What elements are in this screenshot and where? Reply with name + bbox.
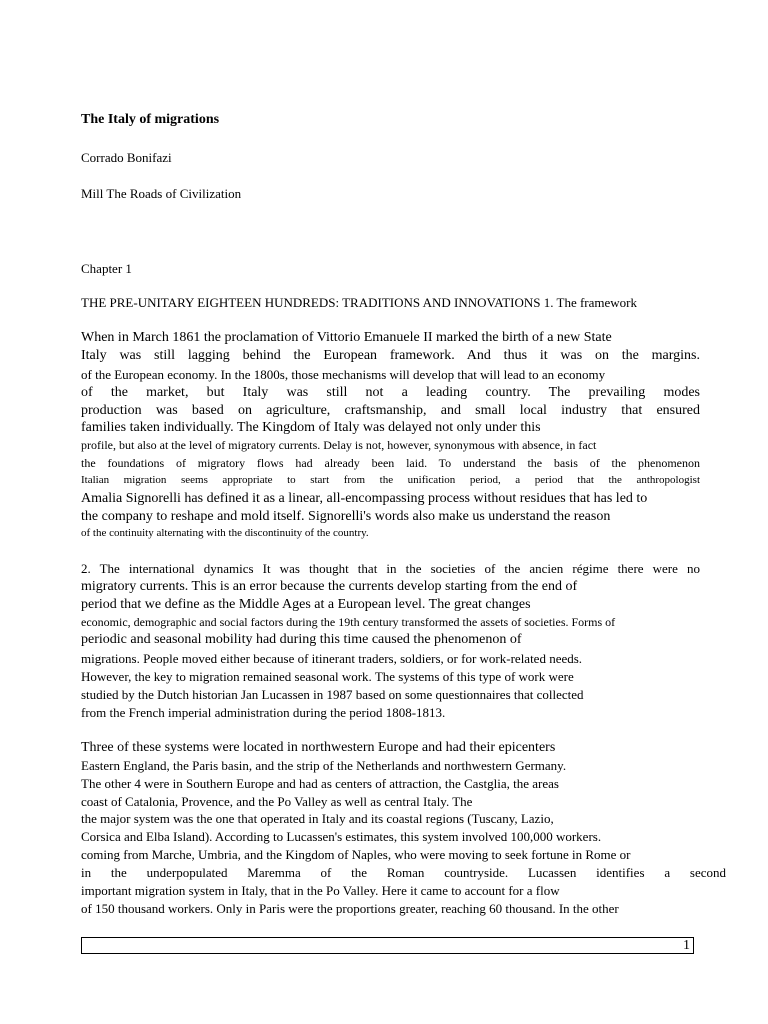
paragraph-line: 2. The international dynamics It was thought that in the societies of the ancien régime there were no	[81, 561, 700, 576]
paragraph-line: Three of these systems were located in northwestern Europe and had their epicenters	[81, 740, 556, 755]
page-number: 1	[683, 938, 690, 953]
paragraph-line: of the European economy. In the 1800s, those mechanisms will develop that will lead to an economy	[81, 367, 606, 382]
paragraph-line: the company to reshape and mold itself. Signorelli's words also make us understand the reason	[81, 509, 611, 524]
paragraph-line: important migration system in Italy, that in the Po Valley. Here it came to account for a flow	[81, 883, 560, 898]
paragraph-line: Corsica and Elba Island). According to Lucassen's estimates, this system involved 100,000 workers.	[81, 829, 602, 844]
paragraph-line: When in March 1861 the proclamation of Vittorio Emanuele II marked the birth of a new State	[81, 330, 612, 345]
paragraph-line: Italian migration seems appropriate to start from the unification period, a period that the anthropologist	[81, 474, 700, 486]
paragraph-line: period that we define as the Middle Ages at a European level. The great changes	[81, 597, 531, 612]
chapter-heading: THE PRE-UNITARY EIGHTEEN HUNDREDS: TRADITIONS AND INNOVATIONS 1. The framework	[81, 295, 637, 310]
paragraph-line: families taken individually. The Kingdom of Italy was delayed not only under this	[81, 420, 541, 435]
chapter-label: Chapter 1	[81, 261, 132, 276]
page-footer	[81, 937, 694, 954]
paragraph-line: The other 4 were in Southern Europe and had as centers of attraction, the Castglia, the areas	[81, 776, 559, 791]
paragraph-line: the major system was the one that operated in Italy and its coastal regions (Tuscany, Lazio,	[81, 811, 554, 826]
paragraph-line: profile, but also at the level of migratory currents. Delay is not, however, synonymous with absence, in fact	[81, 438, 597, 452]
paragraph-line: Italy was still lagging behind the European framework. And thus it was on the margins.	[81, 348, 700, 363]
paragraph-line: the foundations of migratory flows had already been laid. To understand the basis of the phenomenon	[81, 456, 700, 470]
paragraph-line: periodic and seasonal mobility had during this time caused the phenomenon of	[81, 632, 522, 647]
paragraph-line: migrations. People moved either because of itinerant traders, soldiers, or for work-related needs.	[81, 651, 583, 666]
paragraph-line: of 150 thousand workers. Only in Paris were the proportions greater, reaching 60 thousand. In the other	[81, 901, 619, 916]
paragraph-line: Eastern England, the Paris basin, and the strip of the Netherlands and northwestern Germany.	[81, 758, 567, 773]
paragraph-line: studied by the Dutch historian Jan Lucassen in 1987 based on some questionnaires that collected	[81, 687, 584, 702]
paragraph-line: coast of Catalonia, Provence, and the Po Valley as well as central Italy. The	[81, 794, 473, 809]
paragraph-line: in the underpopulated Maremma of the Roman countryside. Lucassen identifies a second	[81, 865, 726, 880]
paragraph-line: from the French imperial administration during the period 1808-1813.	[81, 705, 446, 720]
paragraph-line: production was based on agriculture, craftsmanship, and small local industry that ensured	[81, 403, 700, 418]
paragraph-line: of the market, but Italy was still not a leading country. The prevailing modes	[81, 385, 700, 400]
paragraph-line: However, the key to migration remained seasonal work. The systems of this type of work were	[81, 669, 574, 684]
document-title: The Italy of migrations	[81, 112, 220, 127]
publisher-line: Mill The Roads of Civilization	[81, 186, 242, 201]
paragraph-line: economic, demographic and social factors during the 19th century transformed the assets of societies. Forms of	[81, 615, 616, 629]
paragraph-line: of the continuity alternating with the discontinuity of the country.	[81, 527, 369, 539]
paragraph-line: Amalia Signorelli has defined it as a linear, all-encompassing process without residues that has led to	[81, 491, 648, 506]
author-name: Corrado Bonifazi	[81, 150, 172, 165]
paragraph-line: coming from Marche, Umbria, and the Kingdom of Naples, who were moving to seek fortune in Rome or	[81, 847, 631, 862]
paragraph-line: migratory currents. This is an error because the currents develop starting from the end of	[81, 579, 578, 594]
